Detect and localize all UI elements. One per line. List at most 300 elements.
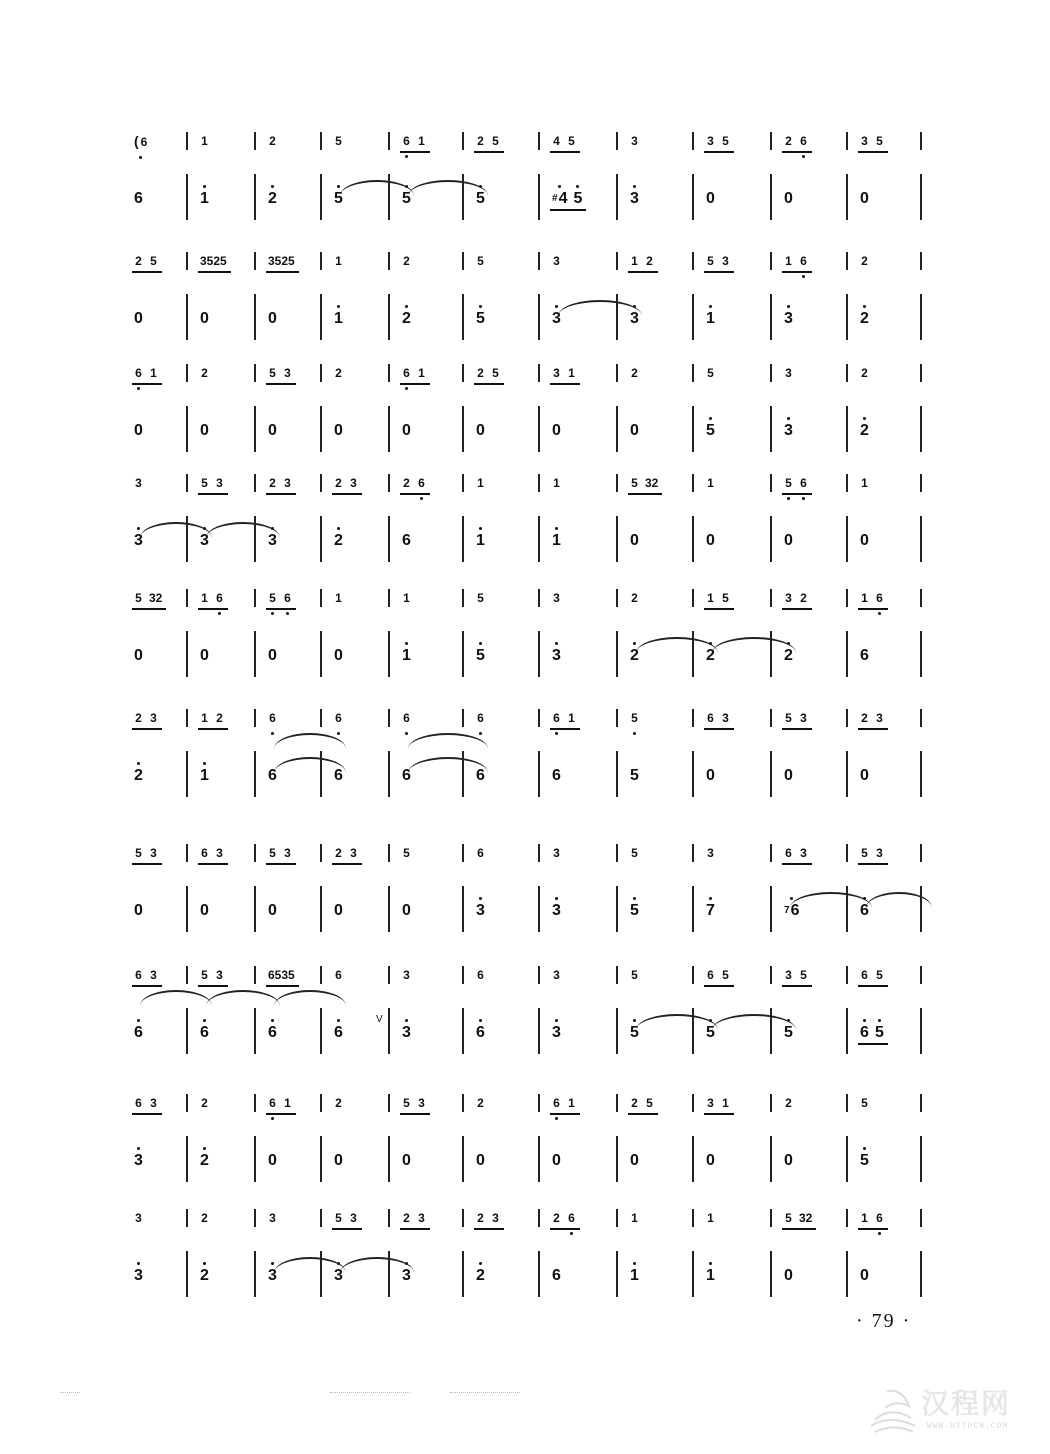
accompaniment-line (120, 886, 932, 940)
measure (268, 1090, 318, 1130)
measure (200, 406, 252, 460)
melody-line (120, 248, 932, 288)
melody-line (120, 1090, 932, 1130)
measure (552, 516, 614, 570)
barline (538, 406, 540, 452)
note: 1 (861, 591, 868, 605)
measure (630, 886, 690, 940)
measure (476, 886, 536, 940)
barline (846, 174, 848, 220)
measure (630, 585, 690, 625)
barline (462, 1209, 464, 1227)
note: 6 (476, 767, 485, 784)
measure (268, 1008, 318, 1062)
barline (186, 406, 188, 452)
barline (920, 631, 922, 677)
measure (860, 360, 918, 400)
note: 5 (269, 846, 276, 860)
note: 3 (402, 1267, 411, 1284)
note: 2 (785, 134, 792, 148)
measure (706, 840, 768, 880)
note: 5 (706, 1024, 715, 1041)
barline (462, 294, 464, 340)
note: 6 (283, 589, 292, 607)
note: 2 (269, 476, 276, 490)
measure (860, 470, 918, 510)
measure (552, 962, 614, 1002)
measure (784, 248, 844, 288)
barline (770, 886, 772, 932)
barline (692, 406, 694, 452)
measure (706, 248, 768, 288)
measure (402, 406, 460, 460)
note: 2 (335, 846, 342, 860)
music-system (120, 705, 932, 815)
measure (134, 1008, 184, 1062)
note: 1 (334, 310, 343, 327)
note: 3 (800, 846, 807, 860)
measure (200, 840, 252, 880)
note: 2 (860, 422, 869, 439)
note: 3 (785, 591, 792, 605)
breath-mark: V (376, 1014, 383, 1025)
measure (784, 174, 844, 228)
note: 6 (552, 1094, 561, 1112)
music-system (120, 1205, 932, 1315)
note: 5 (334, 190, 343, 207)
note: 2 (476, 1267, 485, 1284)
barline (692, 966, 694, 984)
note: 3 (284, 476, 291, 490)
barline (388, 364, 390, 382)
barline (616, 631, 618, 677)
measure (268, 631, 318, 685)
note: 5 (135, 591, 142, 605)
measure (476, 294, 536, 348)
barline (254, 294, 256, 340)
note: 1 (707, 591, 714, 605)
note: 0 (860, 1267, 869, 1284)
note: 2 (861, 254, 868, 268)
measure (476, 248, 536, 288)
note: 6 (476, 1024, 485, 1041)
barline (616, 966, 618, 984)
dragon-logo-icon (865, 1380, 921, 1440)
measure (334, 886, 386, 940)
note: 5 (573, 190, 583, 207)
barline (186, 294, 188, 340)
note: 1 (706, 310, 715, 327)
note: 3 (150, 1096, 157, 1110)
measure (476, 1205, 536, 1245)
note: 32 (645, 476, 659, 490)
note: 3 (630, 190, 639, 207)
note: 6 (334, 1024, 343, 1041)
note: 2 (477, 1096, 484, 1110)
barline (616, 132, 618, 150)
barline (254, 1251, 256, 1297)
note: 6 (135, 1096, 142, 1110)
measure (476, 705, 536, 745)
melody-line (120, 962, 932, 1002)
note: 3 (200, 532, 209, 549)
music-system (120, 248, 932, 358)
note: 1 (476, 532, 485, 549)
measure (334, 631, 386, 685)
barline (692, 132, 694, 150)
barline (538, 1136, 540, 1182)
barline (254, 966, 256, 984)
note: 5 (784, 1024, 793, 1041)
measure (200, 705, 252, 745)
note: 3 (492, 1211, 499, 1225)
note: 2 (268, 190, 277, 207)
barline (770, 1136, 772, 1182)
note: 0 (706, 532, 715, 549)
measure (200, 585, 252, 625)
measure (268, 886, 318, 940)
barline (920, 1209, 922, 1227)
barline (616, 751, 618, 797)
note: 1 (722, 1096, 729, 1110)
barline (186, 132, 188, 150)
note: 2 (200, 1152, 209, 1169)
accompaniment-line (120, 1136, 932, 1190)
music-system (120, 962, 932, 1072)
note: 6 (860, 647, 869, 664)
barline (254, 631, 256, 677)
note: 0 (860, 190, 869, 207)
note: 3 (134, 532, 143, 549)
note: 0 (860, 767, 869, 784)
note: 1 (284, 1096, 291, 1110)
note: 5 (706, 422, 715, 439)
barline (388, 474, 390, 492)
barline (770, 1094, 772, 1112)
barline (320, 1209, 322, 1227)
measure (402, 1251, 460, 1305)
measure (630, 751, 690, 805)
note: 0 (268, 902, 277, 919)
barline (388, 252, 390, 270)
watermark-text: 汉程网 (921, 1388, 1012, 1419)
barline (770, 751, 772, 797)
barline (920, 406, 922, 452)
barline (846, 406, 848, 452)
barline (538, 174, 540, 220)
measure (860, 705, 918, 745)
note: 0 (402, 902, 411, 919)
note: 2 (403, 254, 410, 268)
measure (552, 1251, 614, 1305)
barline (254, 1209, 256, 1227)
measure (706, 470, 768, 510)
music-system (120, 1090, 932, 1200)
barline (320, 252, 322, 270)
note: 3 (552, 310, 561, 327)
note: 2 (403, 476, 410, 490)
barline (846, 844, 848, 862)
barline (616, 364, 618, 382)
measure (402, 631, 460, 685)
barline (388, 886, 390, 932)
measure (784, 294, 844, 348)
barline (254, 474, 256, 492)
note: 1 (335, 591, 342, 605)
measure (784, 1008, 844, 1062)
barline (186, 966, 188, 984)
measure (630, 705, 690, 745)
measure (200, 1205, 252, 1245)
note: 2 (631, 366, 638, 380)
barline (388, 631, 390, 677)
note: 6 (134, 190, 143, 207)
barline (692, 252, 694, 270)
note: 2 (706, 647, 715, 664)
measure (134, 886, 184, 940)
note: 2 (216, 711, 223, 725)
note: 5 (785, 711, 792, 725)
note: 0 (552, 1152, 561, 1169)
music-system (120, 360, 932, 470)
note: 3 (216, 476, 223, 490)
accompaniment-line (120, 174, 932, 228)
barline (538, 252, 540, 270)
measure (200, 1090, 252, 1130)
note: 3 (334, 1267, 343, 1284)
measure (134, 360, 184, 400)
accompaniment-line (120, 294, 932, 348)
note: 0 (784, 1267, 793, 1284)
note: 5 (492, 366, 499, 380)
measure (402, 962, 460, 1002)
note: 3 (268, 532, 277, 549)
barline (538, 589, 540, 607)
barline (692, 589, 694, 607)
measure (706, 406, 768, 460)
note: 0 (200, 902, 209, 919)
note: 2 (553, 1211, 560, 1225)
note: 6 (268, 1094, 277, 1112)
note: 0 (706, 767, 715, 784)
note: 0 (402, 1152, 411, 1169)
note: 6535 (268, 968, 295, 982)
measure (476, 585, 536, 625)
note: 6 (134, 1024, 143, 1041)
note: 2 (402, 310, 411, 327)
note: 0 (200, 647, 209, 664)
note: 3 (553, 591, 560, 605)
measure (630, 360, 690, 400)
note: 2 (784, 647, 793, 664)
barline (616, 474, 618, 492)
measure (402, 1205, 460, 1245)
note: 5 (785, 1211, 792, 1225)
barline (692, 751, 694, 797)
measure (200, 1008, 252, 1062)
barline (388, 966, 390, 984)
note: 5 (630, 902, 639, 919)
barline (320, 631, 322, 677)
note: 6 (402, 532, 411, 549)
measure (552, 1008, 614, 1062)
barline (388, 406, 390, 452)
note: 5 (800, 968, 807, 982)
note: 2 (269, 134, 276, 148)
barline (770, 1209, 772, 1227)
note: 3 (785, 366, 792, 380)
note: 6 (477, 846, 484, 860)
note: 5 (861, 846, 868, 860)
measure (706, 1090, 768, 1130)
measure (134, 1090, 184, 1130)
barline (186, 1094, 188, 1112)
music-system (120, 585, 932, 695)
accompaniment-line (120, 406, 932, 460)
barline (388, 1008, 390, 1054)
measure (268, 360, 318, 400)
measure (334, 1136, 386, 1190)
note: $^7$6 (784, 902, 800, 919)
measure (784, 406, 844, 460)
note: 3 (553, 366, 560, 380)
barline (186, 844, 188, 862)
measure (552, 585, 614, 625)
note: 3 (722, 711, 729, 725)
measure (552, 1090, 614, 1130)
note: 2 (135, 254, 142, 268)
note: 1 (568, 1096, 575, 1110)
note: 2 (785, 1096, 792, 1110)
note: 6 (417, 474, 426, 492)
barline (462, 516, 464, 562)
accompaniment-line (120, 1008, 932, 1062)
note: 1 (201, 134, 208, 148)
note: 32 (799, 1211, 813, 1225)
barline (920, 294, 922, 340)
page-number: · 79 · (856, 1310, 912, 1332)
barline (692, 709, 694, 727)
measure (402, 360, 460, 400)
note: 5 (876, 134, 883, 148)
note: 3 (350, 1211, 357, 1225)
note: 32 (149, 591, 163, 605)
measure (268, 406, 318, 460)
barline (462, 1136, 464, 1182)
barline (320, 589, 322, 607)
note: 2 (630, 647, 639, 664)
measure (334, 516, 386, 570)
barline (770, 132, 772, 150)
measure (268, 128, 318, 168)
measure (334, 470, 386, 510)
measure (334, 1090, 386, 1130)
barline (616, 589, 618, 607)
measure (200, 1251, 252, 1305)
measure (134, 631, 184, 685)
note: 6 (335, 968, 342, 982)
note: 0 (134, 902, 143, 919)
note: 1 (402, 647, 411, 664)
note: 2 (334, 532, 343, 549)
note: 2 (134, 767, 143, 784)
note: 0 (630, 422, 639, 439)
barline (186, 174, 188, 220)
barline (254, 1094, 256, 1112)
measure (706, 585, 768, 625)
barline (538, 1008, 540, 1054)
measure (552, 1136, 614, 1190)
measure (402, 840, 460, 880)
barline (186, 252, 188, 270)
note: 3 (402, 1024, 411, 1041)
measure (706, 1251, 768, 1305)
note: 2 (135, 711, 142, 725)
barline (920, 1008, 922, 1054)
note: 5 (476, 647, 485, 664)
measure (134, 1205, 184, 1245)
note: 5 (335, 134, 342, 148)
barline (692, 174, 694, 220)
barline (846, 1209, 848, 1227)
barline (320, 886, 322, 932)
scan-artifact (330, 1392, 410, 1395)
measure (476, 174, 536, 228)
barline (770, 709, 772, 727)
accompaniment-line (120, 631, 932, 685)
measure (268, 294, 318, 348)
barline (462, 1008, 464, 1054)
barline (538, 1209, 540, 1227)
note: 1 (631, 254, 638, 268)
note: 3 (284, 846, 291, 860)
note: 5 (722, 591, 729, 605)
note: 1 (785, 254, 792, 268)
note: 3 (552, 1024, 561, 1041)
note: 5 (568, 134, 575, 148)
measure (334, 248, 386, 288)
note: 3 (876, 711, 883, 725)
note: #4 (552, 190, 568, 207)
note: 1 (630, 1267, 639, 1284)
barline (770, 844, 772, 862)
barline (846, 132, 848, 150)
measure (860, 1136, 918, 1190)
barline (186, 886, 188, 932)
note: 3 (631, 134, 638, 148)
measure (860, 1251, 918, 1305)
measure (706, 360, 768, 400)
barline (254, 252, 256, 270)
measure (134, 585, 184, 625)
note: 2 (477, 134, 484, 148)
note: 5 (403, 1096, 410, 1110)
barline (920, 751, 922, 797)
barline (388, 751, 390, 797)
note: 5 (722, 968, 729, 982)
barline (320, 364, 322, 382)
note: 1 (707, 476, 714, 490)
note: 6 (200, 1024, 209, 1041)
barline (692, 1136, 694, 1182)
barline (846, 1094, 848, 1112)
measure (476, 406, 536, 460)
measure (784, 705, 844, 745)
measure (200, 1136, 252, 1190)
barline (538, 886, 540, 932)
measure (268, 1136, 318, 1190)
measure (860, 406, 918, 460)
